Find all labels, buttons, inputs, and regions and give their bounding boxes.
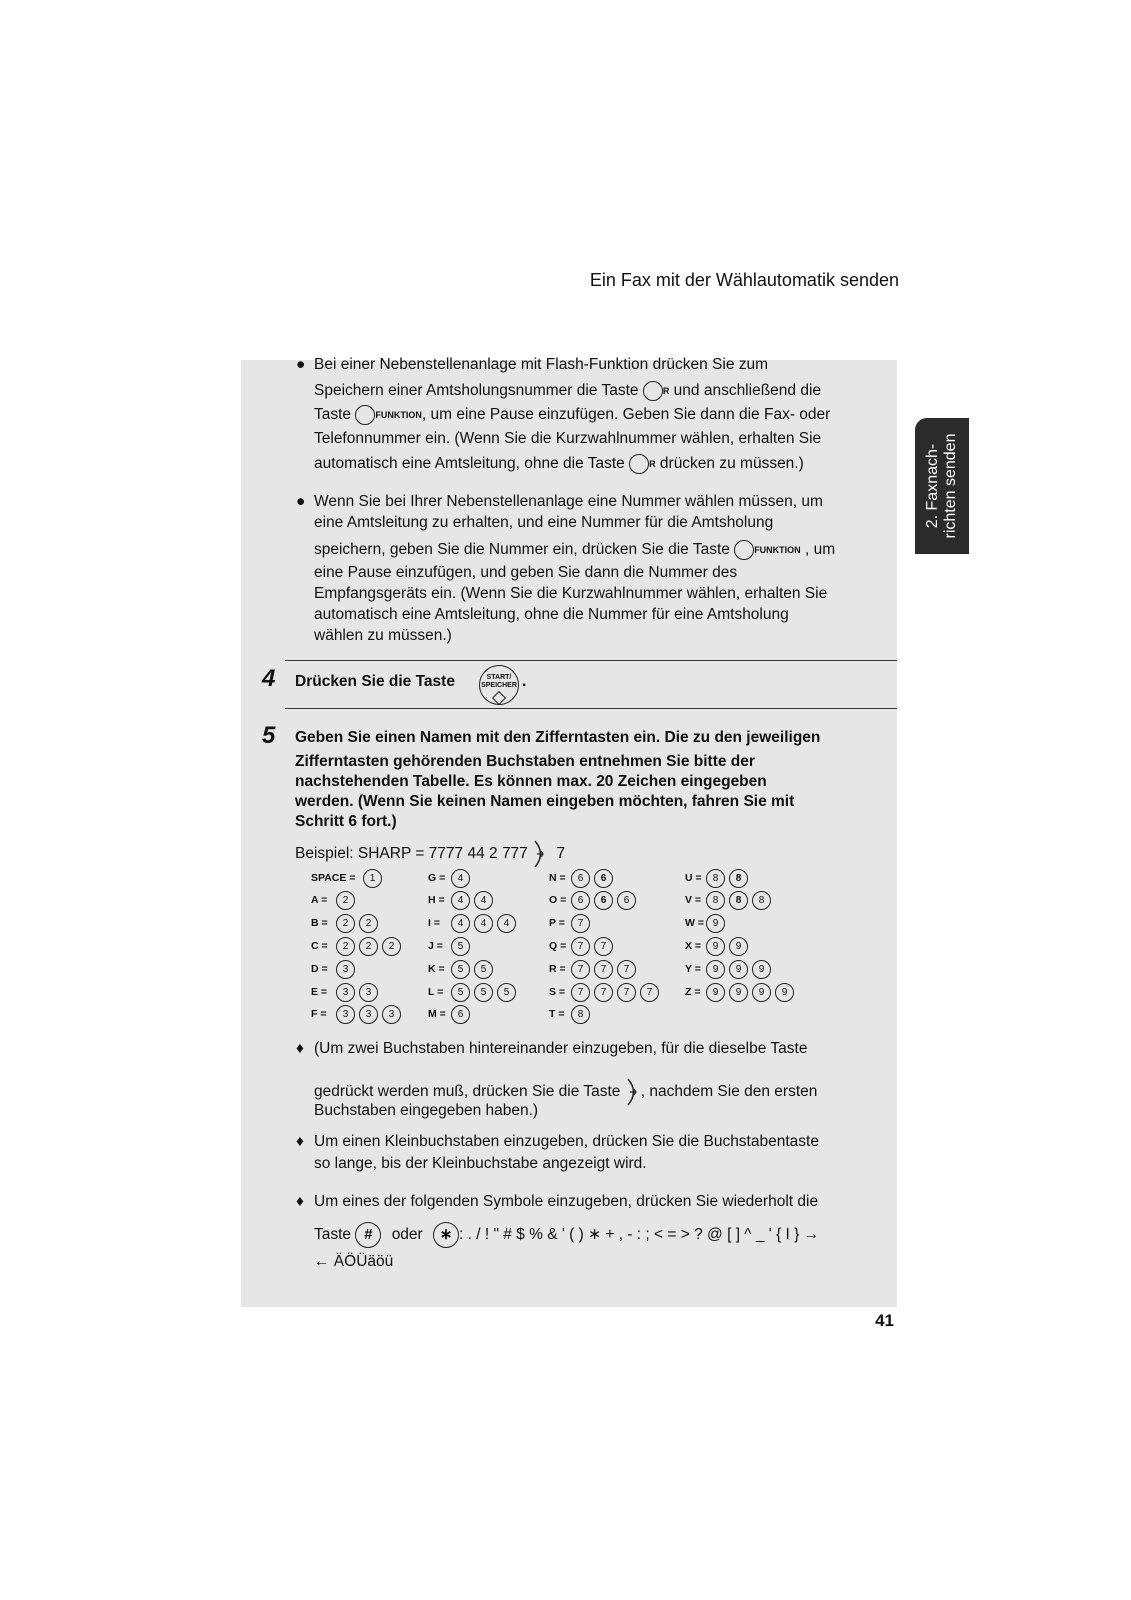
table-letter-label: Q = — [549, 940, 567, 952]
digit-key-icon: 7 — [571, 914, 590, 933]
text-line: Wenn Sie bei Ihrer Nebenstellenanlage eine Nummer wählen müssen, um — [314, 493, 823, 510]
start-key-bottom: SPEICHER — [481, 682, 517, 689]
digit-key-icon: 6 — [571, 891, 590, 910]
step-5-line: werden. (Wenn Sie keinen Namen eingeben möchten, fahren Sie mit — [295, 793, 795, 810]
funktion-key-icon — [355, 405, 375, 425]
bullet-pbx-number — [296, 493, 878, 643]
table-letter-label: L = — [428, 986, 444, 998]
digit-key-icon: 2 — [359, 937, 378, 956]
start-key-top: START/ — [486, 674, 512, 681]
divider — [285, 708, 897, 709]
chapter-tab-line1: 2. Faxnach- — [924, 443, 941, 529]
digit-key-icon: 7 — [594, 937, 613, 956]
digit-key-icon: 5 — [474, 983, 493, 1002]
table-letter-label: S = — [549, 986, 566, 998]
text-line: wählen zu müssen.) — [314, 627, 452, 644]
digit-key-icon: 8 — [706, 891, 725, 910]
table-letter-label: SPACE = — [311, 872, 356, 884]
digit-key-icon: 7 — [594, 960, 613, 979]
step-4-end: . — [522, 673, 527, 690]
digit-key-icon: 3 — [336, 983, 355, 1002]
digit-key-icon: 7 — [617, 983, 636, 1002]
digit-key-icon: 3 — [359, 983, 378, 1002]
table-letter-label: T = — [549, 1008, 565, 1020]
digit-key-icon: 8 — [729, 869, 748, 888]
text-line: ← ÄÖÜäöü — [314, 1253, 394, 1270]
text-line: Buchstaben eingegeben haben.) — [314, 1102, 539, 1119]
digit-key-icon: 5 — [451, 983, 470, 1002]
divider — [285, 660, 897, 661]
digit-key-icon: 5 — [451, 937, 470, 956]
table-letter-label: K = — [428, 963, 445, 975]
table-letter-label: Z = — [685, 986, 701, 998]
text-line: automatisch eine Amtsleitung, ohne die Nummer für eine Amtsholung — [314, 606, 789, 623]
r-key-label: R — [649, 459, 656, 469]
text-line: gedrückt werden muß, drücken Sie die Taste — [314, 1083, 621, 1101]
funktion-key-label: FUNKTION — [375, 410, 422, 420]
funktion-key-label: FUNKTION — [754, 545, 801, 555]
example-line — [295, 839, 565, 869]
table-letter-label: E = — [311, 986, 328, 998]
digit-key-icon: 5 — [451, 960, 470, 979]
r-key-icon — [643, 381, 663, 401]
text-line: Um eines der folgenden Symbole einzugeben, drücken Sie wiederholt die — [314, 1193, 819, 1210]
page-number: 41 — [875, 1311, 894, 1330]
text-line: Um einen Kleinbuchstaben einzugeben, drücken Sie die Buchstabentaste — [314, 1133, 819, 1150]
diamond-icon — [492, 691, 506, 705]
text-line: und anschließend die — [673, 382, 822, 400]
table-letter-label: H = — [428, 894, 445, 906]
text-line: Telefonnummer ein. (Wenn Sie die Kurzwahlnummer wählen, erhalten Sie — [314, 430, 822, 447]
text-line: speichern, geben Sie die Nummer ein, drücken Sie die Taste — [314, 541, 730, 559]
step-5-line: nachstehenden Tabelle. Es können max. 20 Zeichen eingegeben — [295, 773, 767, 790]
digit-key-icon: 7 — [571, 983, 590, 1002]
example-text: 7 — [556, 845, 566, 863]
bullet-diamond-icon: ♦ — [296, 1193, 304, 1210]
digit-key-icon: 1 — [363, 869, 382, 888]
space-arrow-key-icon — [625, 1077, 641, 1107]
text-line: , nachdem Sie den ersten — [640, 1083, 818, 1101]
digit-key-icon: 6 — [594, 869, 613, 888]
digit-key-icon: 9 — [752, 983, 771, 1002]
digit-key-icon: 2 — [336, 891, 355, 910]
table-letter-label: R = — [549, 963, 566, 975]
digit-key-icon: 5 — [497, 983, 516, 1002]
table-letter-label: C = — [311, 940, 328, 952]
text-line: Speichern einer Amtsholungsnummer die Taste — [314, 382, 639, 400]
table-letter-label: F = — [311, 1008, 327, 1020]
text-line: Bei einer Nebenstellenanlage mit Flash-Funktion drücken Sie zum — [314, 356, 769, 373]
digit-key-icon: 4 — [451, 869, 470, 888]
text-line: eine Pause einzufügen, und geben Sie dann die Nummer des — [314, 564, 738, 581]
digit-key-icon: 9 — [706, 937, 725, 956]
digit-key-icon: 2 — [382, 937, 401, 956]
text-line: oder — [391, 1226, 423, 1244]
digit-key-icon: 3 — [336, 960, 355, 979]
digit-key-icon: 9 — [729, 983, 748, 1002]
step-5-line: Geben Sie einen Namen mit den Zifferntasten ein. Die zu den jeweiligen — [295, 729, 821, 746]
table-letter-label: A = — [311, 894, 328, 906]
step-4-text: Drücken Sie die Taste — [295, 673, 455, 690]
bullet-diamond-icon: ♦ — [296, 1133, 304, 1150]
digit-key-icon: 4 — [474, 891, 493, 910]
digit-key-icon: 6 — [594, 891, 613, 910]
table-letter-label: Y = — [685, 963, 701, 975]
page-header: Ein Fax mit der Wählautomatik senden — [589, 270, 899, 290]
step-5-line: Zifferntasten gehörenden Buchstaben entnehmen Sie bitte der — [295, 753, 755, 770]
table-letter-label: X = — [685, 940, 702, 952]
table-letter-label: J = — [428, 940, 443, 952]
text-line: drücken zu müssen.) — [659, 455, 804, 473]
digit-key-icon: 9 — [706, 983, 725, 1002]
digit-key-icon: 3 — [382, 1005, 401, 1024]
r-key-icon — [629, 454, 649, 474]
digit-key-icon: 3 — [359, 1005, 378, 1024]
digit-key-icon: 2 — [359, 914, 378, 933]
funktion-key-icon — [734, 540, 754, 560]
bullet-flash-function — [296, 356, 878, 476]
digit-key-icon: 9 — [706, 960, 725, 979]
table-letter-label: M = — [428, 1008, 446, 1020]
digit-key-icon: 4 — [474, 914, 493, 933]
text-line: Taste — [314, 406, 352, 424]
digit-key-icon: 5 — [474, 960, 493, 979]
digit-key-icon: 9 — [775, 983, 794, 1002]
digit-key-icon: 6 — [451, 1005, 470, 1024]
chapter-tab — [915, 418, 969, 554]
digit-key-icon: 7 — [617, 960, 636, 979]
bullet-dot-icon: ● — [296, 493, 306, 510]
text-line: eine Amtsleitung zu erhalten, und eine Nummer für die Amtsholung — [314, 514, 774, 531]
digit-key-icon: 9 — [706, 914, 725, 933]
table-letter-label: P = — [549, 917, 565, 929]
bullet-symbols — [296, 1193, 878, 1283]
digit-key-icon: 7 — [571, 960, 590, 979]
table-letter-label: V = — [685, 894, 702, 906]
step-5-number: 5 — [262, 722, 276, 749]
r-key-label: R — [662, 386, 670, 396]
example-text: Beispiel: SHARP = 7777 44 2 777 — [295, 845, 528, 863]
start-speicher-key-icon — [479, 665, 519, 705]
star-key-icon: ∗ — [433, 1222, 459, 1248]
table-letter-label: I = — [428, 917, 440, 929]
table-letter-label: G = — [428, 872, 446, 884]
table-letter-label: W = — [685, 917, 704, 929]
table-letter-label: U = — [685, 872, 702, 884]
hash-key-icon: # — [355, 1222, 381, 1248]
text-line: so lange, bis der Kleinbuchstabe angezeigt wird. — [314, 1155, 647, 1172]
digit-key-icon: 9 — [729, 960, 748, 979]
digit-key-icon: 7 — [571, 937, 590, 956]
step-4-number: 4 — [262, 665, 276, 692]
digit-key-icon: 2 — [336, 914, 355, 933]
text-line: , um — [805, 541, 836, 559]
digit-key-icon: 8 — [571, 1005, 590, 1024]
bullet-diamond-icon: ♦ — [296, 1040, 304, 1057]
text-line: Taste — [314, 1226, 352, 1244]
bullet-lowercase — [296, 1133, 878, 1177]
digit-key-icon: 4 — [451, 891, 470, 910]
digit-key-icon: 7 — [594, 983, 613, 1002]
digit-key-icon: 6 — [617, 891, 636, 910]
bullet-dot-icon: ● — [296, 356, 306, 373]
table-letter-label: O = — [549, 894, 567, 906]
text-line: (Um zwei Buchstaben hintereinander einzugeben, für die dieselbe Taste — [314, 1040, 808, 1057]
step-5-line: Schritt 6 fort.) — [295, 813, 397, 830]
symbol-list: : . / ! " # $ % & ' ( ) ∗ + , - : ; < = > ? @ [ ] ^ _ ' { I } → — [459, 1226, 820, 1244]
digit-key-icon: 2 — [336, 937, 355, 956]
digit-key-icon: 7 — [640, 983, 659, 1002]
digit-key-icon: 9 — [729, 937, 748, 956]
text-line: automatisch eine Amtsleitung, ohne die Taste — [314, 455, 625, 473]
bullet-same-key — [296, 1040, 878, 1120]
table-letter-label: N = — [549, 872, 566, 884]
digit-key-icon: 9 — [752, 960, 771, 979]
text-line: Empfangsgeräts ein. (Wenn Sie die Kurzwahlnummer wählen, erhalten Sie — [314, 585, 828, 602]
digit-key-icon: 3 — [336, 1005, 355, 1024]
text-line: , um eine Pause einzufügen. Geben Sie dann die Fax- oder — [421, 406, 831, 424]
table-letter-label: D = — [311, 963, 328, 975]
digit-key-icon: 4 — [451, 914, 470, 933]
digit-key-icon: 6 — [571, 869, 590, 888]
digit-key-icon: 8 — [706, 869, 725, 888]
digit-key-icon: 4 — [497, 914, 516, 933]
chapter-tab-line2: richten senden — [942, 433, 959, 539]
space-arrow-key-icon — [532, 839, 548, 869]
table-letter-label: B = — [311, 917, 328, 929]
digit-key-icon: 8 — [729, 891, 748, 910]
digit-key-icon: 8 — [752, 891, 771, 910]
